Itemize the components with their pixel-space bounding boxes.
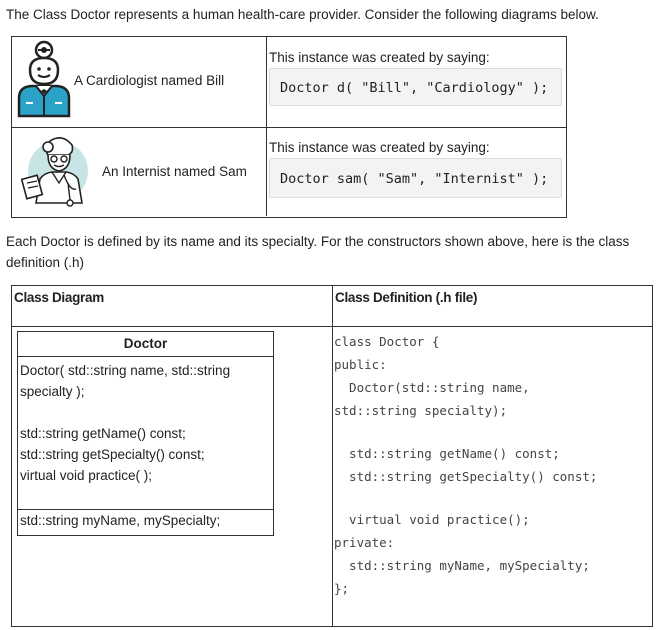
code-line: class Doctor { — [334, 334, 440, 349]
code-line: private: — [334, 535, 395, 550]
examples-table — [11, 36, 567, 218]
code-line: public: — [334, 357, 387, 372]
example-row-internist — [12, 127, 566, 216]
class-definition-table — [11, 285, 653, 627]
header-class-diagram: Class Diagram — [14, 290, 104, 305]
uml-op: std::string getSpecialty() const; — [20, 447, 205, 462]
uml-class-diagram — [17, 331, 274, 536]
created-label: This instance was created by saying: — [269, 50, 490, 65]
uml-op: Doctor( std::string name, std::string — [20, 363, 231, 378]
code-line: std::string specialty); — [334, 403, 508, 418]
uml-op: virtual void practice( ); — [20, 468, 153, 483]
cardiologist-caption: A Cardiologist named Bill — [74, 73, 225, 88]
internist-icon — [18, 133, 96, 209]
created-label-2: This instance was created by saying: — [269, 140, 490, 155]
code-line: std::string myName, mySpecialty; — [334, 558, 590, 573]
uml-attributes: std::string myName, mySpecialty; — [20, 513, 221, 528]
header-class-definition: Class Definition (.h file) — [335, 290, 478, 305]
intro-text: The Class Doctor represents a human health-care provider. Consider the following diagrams below. — [6, 7, 599, 22]
uml-op: std::string getName() const; — [20, 426, 186, 441]
internist-code: Doctor sam( "Sam", "Internist" ); — [269, 158, 562, 198]
uml-class-name: Doctor — [18, 332, 273, 357]
example-row-cardiologist — [12, 37, 566, 128]
code-line: }; — [334, 581, 350, 596]
uml-operations — [18, 357, 273, 510]
code-line: Doctor(std::string name, — [334, 380, 530, 395]
code-line: std::string getName() const; — [334, 446, 560, 461]
cardiologist-code: Doctor d( "Bill", "Cardiology" ); — [269, 68, 562, 106]
cardiologist-icon — [16, 40, 72, 118]
code-line: std::string getSpecialty() const; — [334, 469, 598, 484]
code-line: virtual void practice(); — [334, 512, 530, 527]
internist-caption: An Internist named Sam — [102, 164, 247, 179]
definition-paragraph: Each Doctor is defined by its name and its specialty. For the constructors shown above, here is the class definition (.h) — [6, 234, 630, 270]
uml-op: specialty ); — [20, 384, 85, 399]
